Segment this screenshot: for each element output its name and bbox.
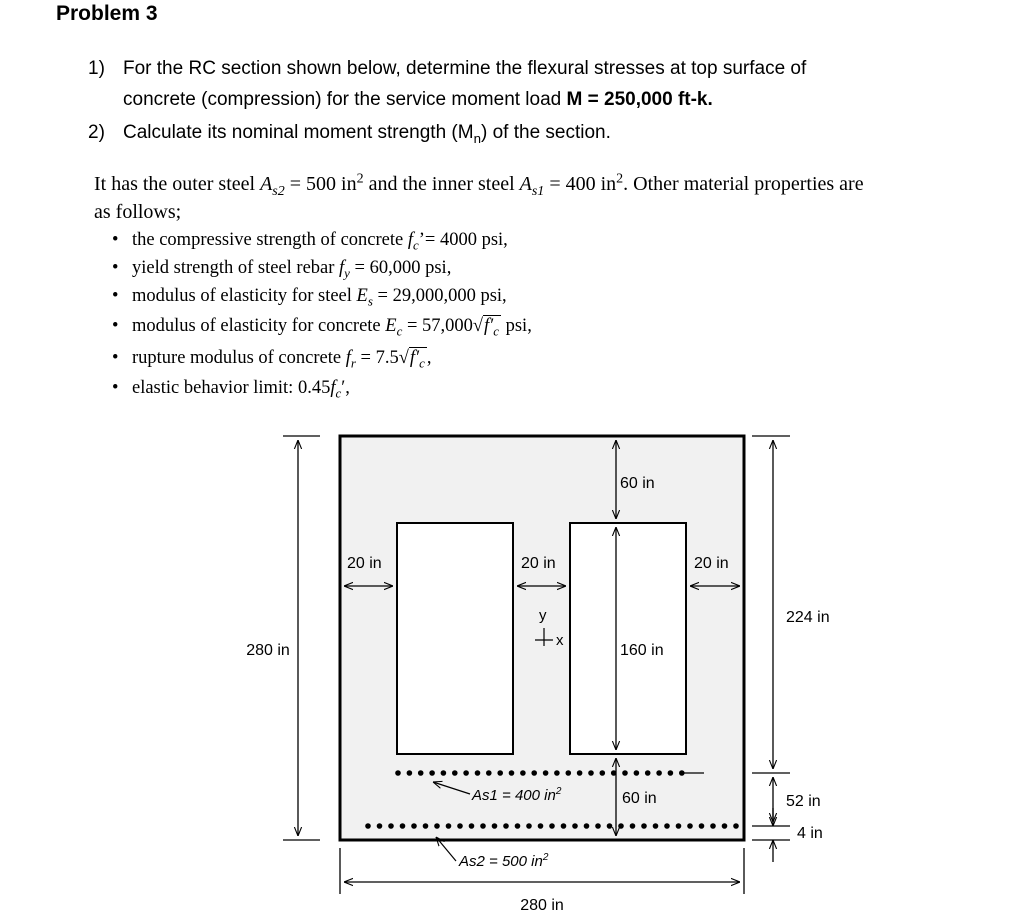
inner-rebar-dot [418,770,424,776]
radicand: f′ [409,348,420,368]
intro-line-2: as follows; [94,201,182,223]
fr-tail: , [426,348,432,368]
as2-label-exponent: 2 [542,852,549,863]
fr-subscript: r [350,355,356,371]
question-1-line1: For the RC section shown below, determine the flexural stresses at top surface of [123,58,807,79]
fc-subscript: c [335,385,342,401]
question-1-text: concrete (compression) for the service moment load [123,89,567,110]
hollow-height-label: 160 in [620,642,664,659]
inner-rebar-dot [429,770,435,776]
inner-rebar-dot [645,770,651,776]
ec-symbol: E [385,316,397,336]
outer-rebar-dot [469,823,475,829]
outer-rebar-dot [434,823,440,829]
inner-rebar-dot [668,770,674,776]
inner-rebar-dot [566,770,572,776]
fr-symbol: f [345,348,351,368]
radicand-subscript: c [493,323,499,339]
inner-rebar-dot [497,770,503,776]
fc-symbol: f [407,230,413,250]
side-right-label: 20 in [694,555,729,572]
outer-rebar-dot [503,823,509,829]
bottom-dimension-label: 60 in [622,790,657,807]
outer-rebar-dot [595,823,601,829]
as2-symbol: A [260,173,273,195]
bullet-text: yield strength of steel rebar [132,258,340,278]
question-1-period: . [707,89,713,110]
mn-subscript: n [473,130,481,146]
bullet-compressive-strength: • the compressive strength of concrete $f_c’= 4000$ psi, [112,230,508,253]
overall-height-label: 280 in [246,642,290,659]
inner-rebar-dot [452,770,458,776]
bullet-text: elastic behavior limit: 0.45 [132,378,331,398]
hollow-cell-right [570,523,686,754]
inner-rebar-dot [634,770,640,776]
fr-coefficient: = 7.5 [355,348,399,368]
as1-symbol: A [519,173,532,195]
x-axis-label: x [556,632,564,649]
fy-symbol: f [339,258,345,278]
as2-unit-exponent: 2 [356,171,364,187]
inner-rebar-dot [463,770,469,776]
outer-rebar-dot [733,823,739,829]
inner-rebar-dot [656,770,662,776]
y-axis-label: y [539,607,547,624]
outer-rebar-dot [388,823,394,829]
inner-rebar-dot [441,770,447,776]
inner-rebar-dot [395,770,401,776]
as1-unit-exponent: 2 [616,171,624,187]
outer-rebar-dot [561,823,567,829]
inner-rebar-dot [407,770,413,776]
bullet-text: modulus of elasticity for concrete [132,316,386,336]
ec-coefficient: = 57,000 [402,316,473,336]
inner-rebar-dot [520,770,526,776]
outer-rebar-dot [480,823,486,829]
outer-rebar-dot [526,823,532,829]
steel-gap-label: 52 in [786,793,821,810]
intro-text-1: It has the outer steel [94,173,261,195]
inner-rebar-dot [588,770,594,776]
question-2-tail: ) of the section. [481,122,611,143]
limit-tail: ′, [341,378,350,398]
outer-rebar-dot [618,823,624,829]
outer-rebar-dot [664,823,670,829]
inner-rebar-dot [531,770,537,776]
fc-symbol: f [330,378,336,398]
inner-rebar-dot [622,770,628,776]
as2-label-text: As2 = 500 in [459,853,543,870]
question-2-number: 2) [88,122,105,143]
outer-rebar-dot [365,823,371,829]
inner-rebar-dot [475,770,481,776]
radicand-subscript: c [419,355,425,371]
overall-width-label: 280 in [520,897,564,914]
fc-value: ’= 4000 psi, [418,230,508,250]
outer-rebar-dot [710,823,716,829]
ec-unit: psi, [500,316,532,336]
as1-label-exponent: 2 [555,786,562,797]
bullet-text: rupture modulus of concrete [132,348,346,368]
bullet-elastic-limit: • elastic behavior limit: $0.45f_c'$, [112,378,350,401]
inner-depth-label: 224 in [786,609,830,626]
outer-rebar-dot [722,823,728,829]
as2-value: = 500 in [284,173,357,195]
as1-label-text: As1 = 400 in [472,787,556,804]
bullet-text: modulus of elasticity for steel [132,286,357,306]
bottom-cover-label: 4 in [797,825,823,842]
outer-rebar-dot [572,823,578,829]
es-value: = 29,000,000 psi, [372,286,507,306]
outer-rebar-dot [630,823,636,829]
bullet-yield-strength: • yield strength of steel rebar $f_y = 60,000$ psi, [112,258,452,281]
top-cover-label: 60 in [620,475,655,492]
outer-rebar-dot [699,823,705,829]
inner-rebar-dot [600,770,606,776]
hollow-cell-left [397,523,513,754]
outer-rebar-dot [411,823,417,829]
side-left-label: 20 in [347,555,382,572]
outer-rebar-dot [446,823,452,829]
outer-rebar-dot [400,823,406,829]
as2-subscript: s2 [272,184,285,199]
outer-rebar-dot [549,823,555,829]
inner-rebar-dot [543,770,549,776]
bullet-steel-modulus: • modulus of elasticity for steel $E_s = 29,000,000$ psi, [112,286,507,309]
outer-rebar-dot [492,823,498,829]
outer-rebar-dot [584,823,590,829]
bullet-text: the compressive strength of concrete [132,230,408,250]
as2-label [458,852,549,870]
service-moment-value: M = 250,000 ft-k [566,89,708,110]
inner-rebar-dot [554,770,560,776]
fy-subscript: y [344,265,350,281]
intro-text-3: . Other material properties are [623,173,864,195]
outer-rebar-dot [687,823,693,829]
fy-value: = 60,000 psi, [349,258,452,278]
outer-rebar-dot [641,823,647,829]
outer-rebar-dot [457,823,463,829]
intro-text-2: and the inner steel [363,173,520,195]
es-subscript: s [367,293,373,309]
ec-subscript: c [396,323,403,339]
radicand: f′ [484,316,494,336]
outer-rebar-dot [377,823,383,829]
outer-rebar-dot [607,823,613,829]
outer-rebar-dot [538,823,544,829]
bullet-rupture-modulus: • rupture modulus of concrete $f_r = 7.5√f'_c$ , [112,348,432,371]
fc-subscript: c [413,237,419,253]
inner-rebar-dot [509,770,515,776]
as1-value: = 400 in [544,173,617,195]
outer-rebar-dot [515,823,521,829]
outer-rebar-dot [423,823,429,829]
question-1-number: 1) [88,58,105,79]
outer-rebar-dot [676,823,682,829]
bullet-concrete-modulus: • modulus of elasticity for concrete $E_c = 57,000√f'_c$ psi, [112,316,532,339]
inner-rebar-dot [486,770,492,776]
outer-rebar-dot [653,823,659,829]
as1-label [471,786,562,804]
as1-subscript: s1 [531,184,545,199]
es-symbol: E [356,286,368,306]
inner-rebar-dot [577,770,583,776]
problem-title: Problem 3 [56,2,158,25]
question-2-text: Calculate its nominal moment strength (M [123,122,474,143]
web-middle-label: 20 in [521,555,556,572]
